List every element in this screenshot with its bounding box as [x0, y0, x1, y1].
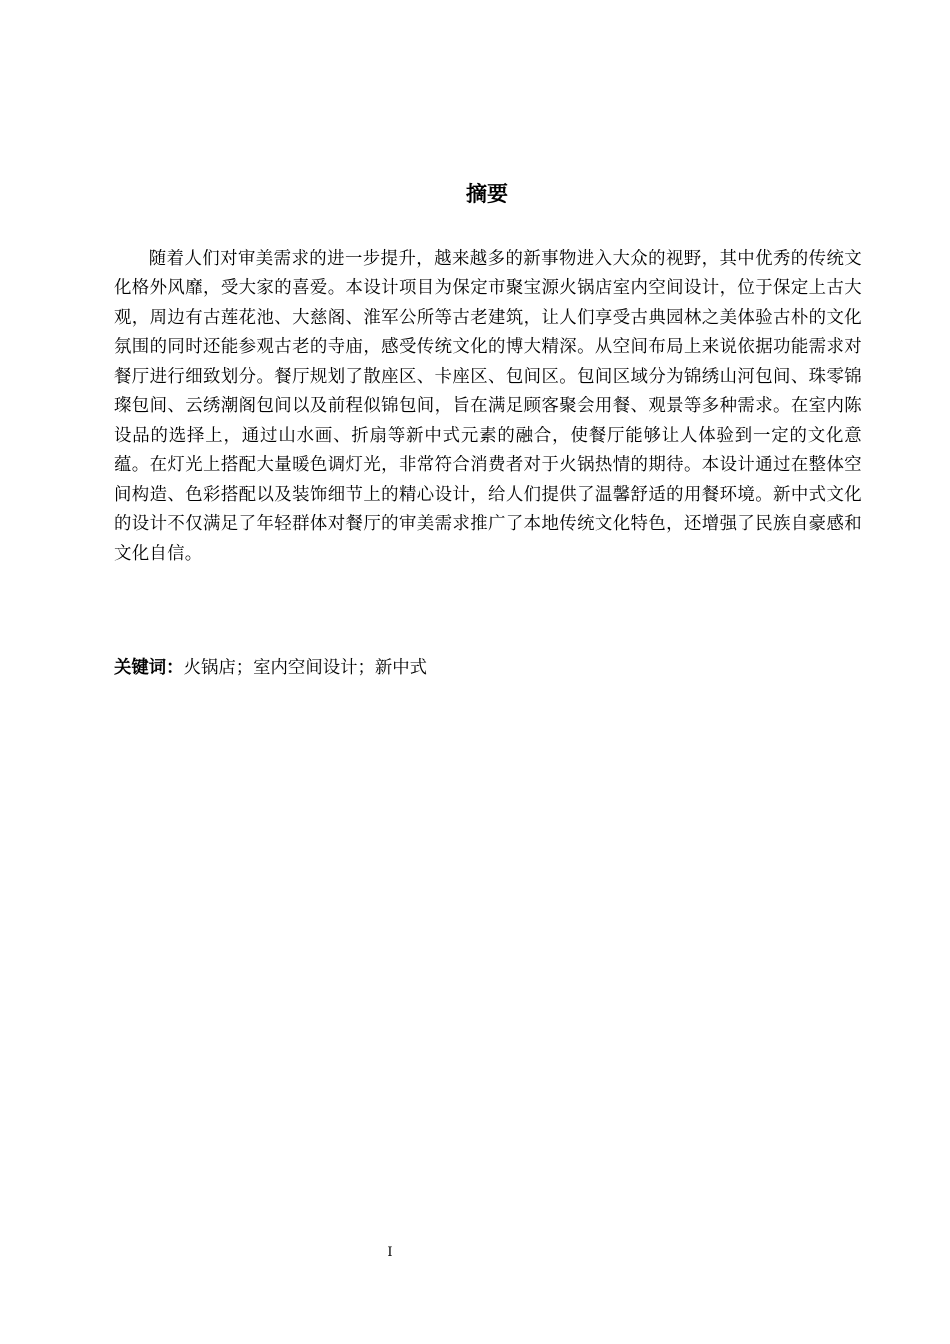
page-number: I	[387, 1245, 393, 1260]
keywords-value: 火锅店；室内空间设计；新中式	[183, 658, 428, 678]
abstract-paragraph: 随着人们对审美需求的进一步提升，越来越多的新事物进入大众的视野，其中优秀的传统文化格外风靡，受大家的喜爱。本设计项目为保定市聚宝源火锅店室内空间设计，位于保定上古大观，周边有古莲花池、大慈阁、淮军公所等古老建筑，让人们享受古典园林之美体验古朴的文化氛围的同时还能参观古老的寺庙，感受传统文化的博大精深。从空间布局上来说依据功能需求对餐厅进行细致划分。餐厅规划了散座区、卡座区、包间区。包间区域分为锦绣山河包间、珠零锦璨包间、云绣潮阁包间以及前程似锦包间，旨在满足顾客聚会用餐、观景等多种需求。在室内陈设品的选择上，通过山水画、折扇等新中式元素的融合，使餐厅能够让人体验到一定的文化意蕴。在灯光上搭配大量暖色调灯光，非常符合消费者对于火锅热情的期待。本设计通过在整体空间构造、色彩搭配以及装饰细节上的精心设计，给人们提供了温馨舒适的用餐环境。新中式文化的设计不仅满足了年轻群体对餐厅的审美需求推广了本地传统文化特色，还增强了民族自豪感和文化自信。	[114, 249, 862, 564]
page-title: 摘要	[466, 182, 508, 206]
keywords-line	[114, 654, 862, 683]
keywords-label: 关键词：	[114, 658, 184, 678]
